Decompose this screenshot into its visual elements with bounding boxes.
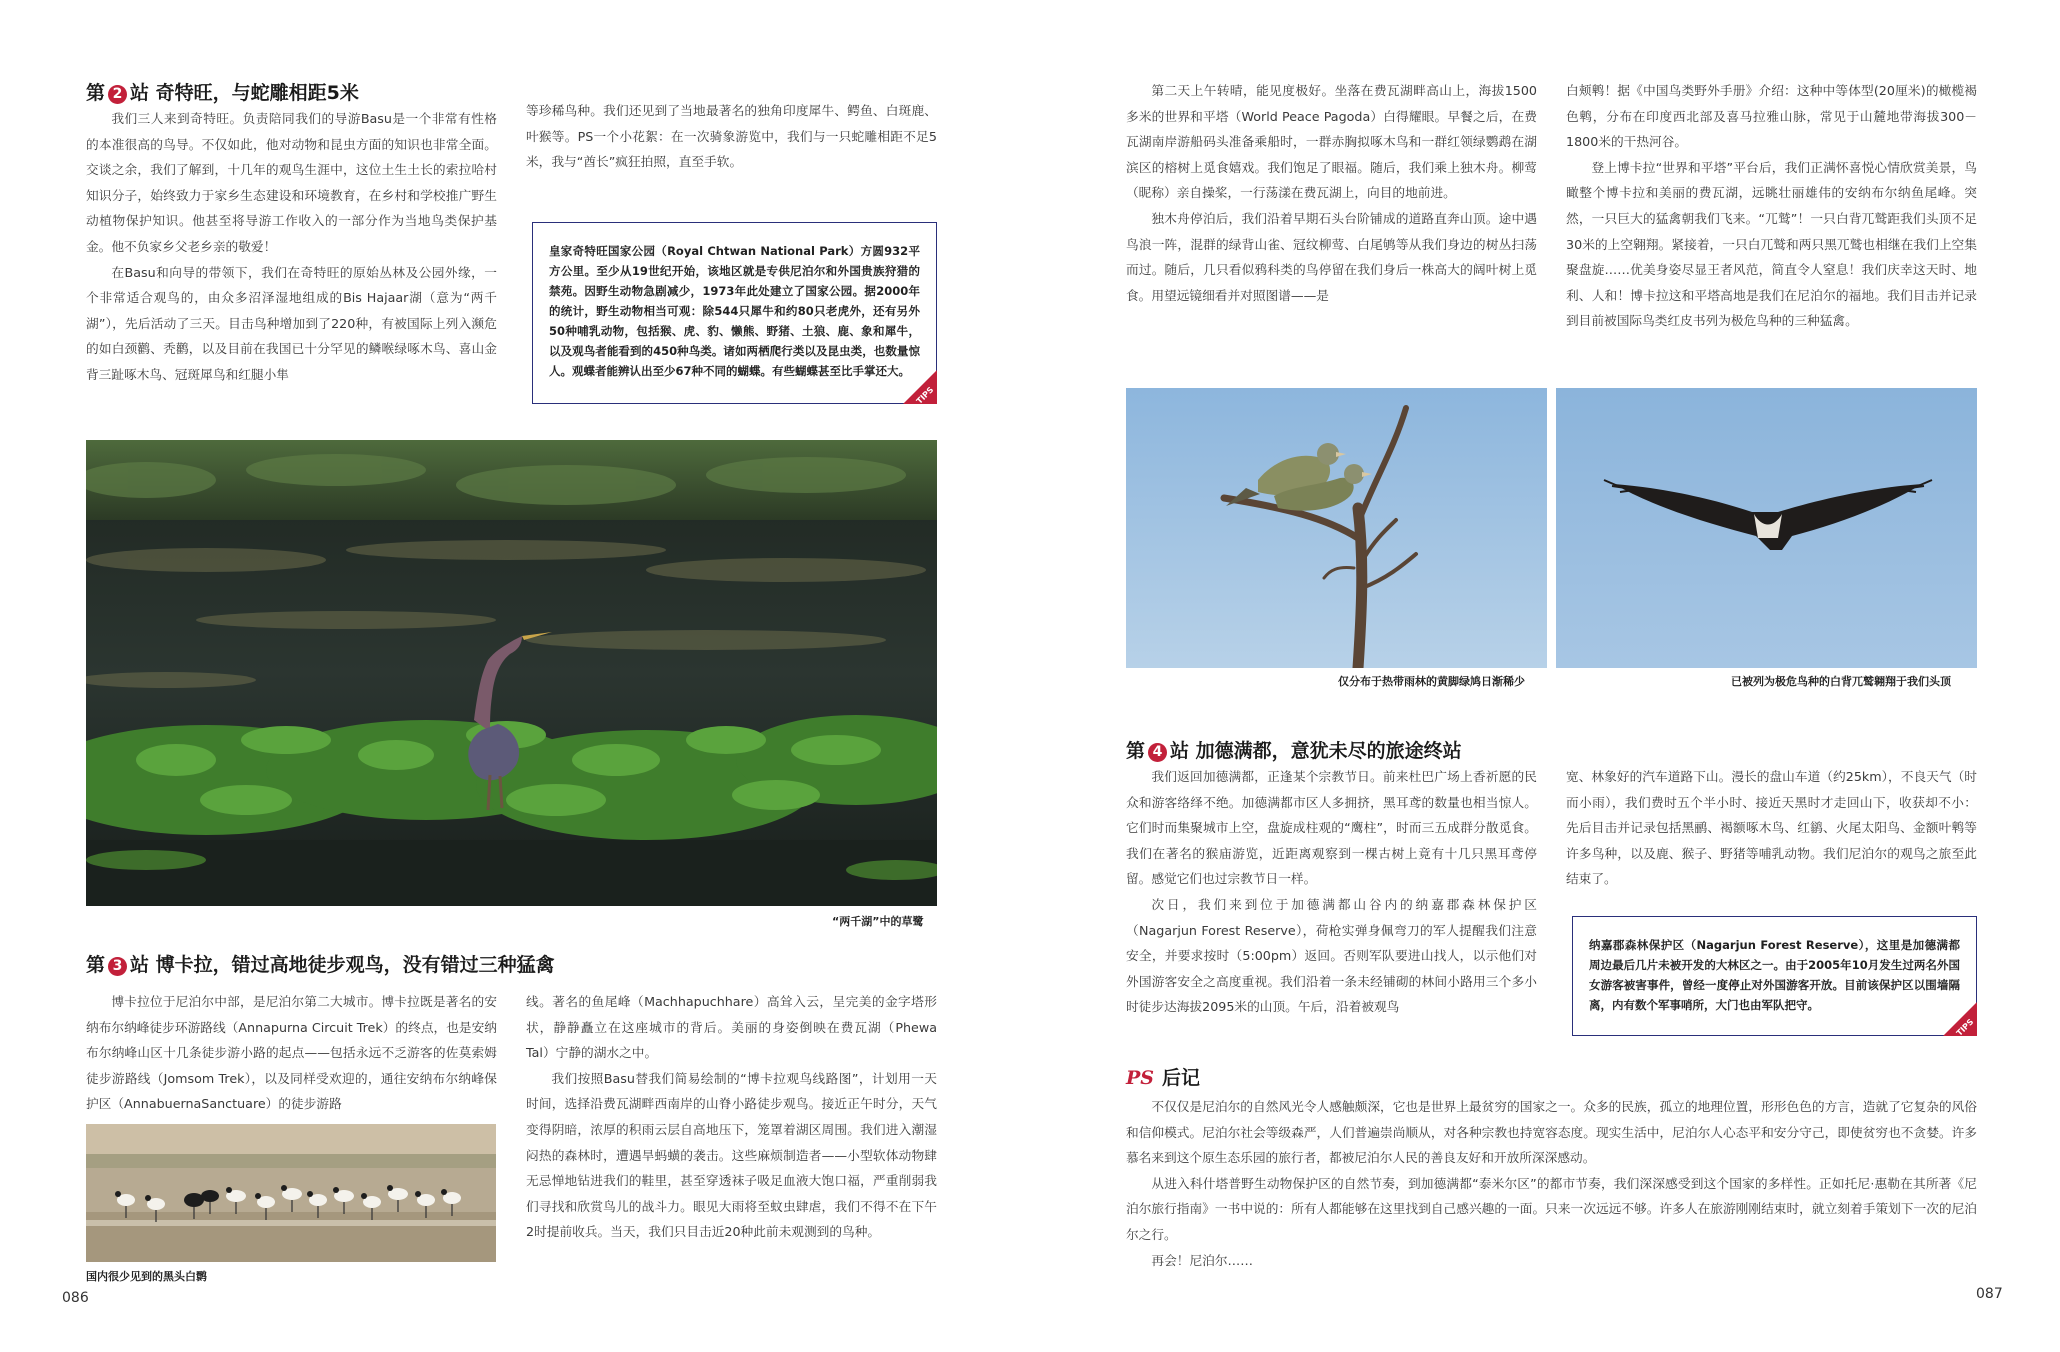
- right-top-col2: [1566, 78, 1977, 334]
- paragraph: 我们三人来到奇特旺。负责陪同我们的导游Basu是一个非常有性格的本准很高的鸟导。不仅如此，他对动物和昆虫方面的知识也非常全面。交谈之余，我们了解到，十几年的观鸟生涯中，这位土生土长的索拉哈村知识分子，始终致力于家乡生态建设和环境教育，在乡村和学校推广野生动植物保护知识。他甚至将导游工作收入的一部分作为当地鸟类保护基金。他不负家乡父老乡亲的敬爱！: [86, 111, 497, 254]
- photo-caption-heron: “两千湖”中的草鹭: [832, 915, 924, 928]
- paragraph: 第二天上午转晴，能见度极好。坐落在费瓦湖畔高山上，海拔1500多米的世界和平塔（World Peace Pagoda）白得耀眼。早餐之后，在费瓦湖南岸游船码头准备乘船时，一群赤胸拟啄木鸟和一群红领绿鹦鹉在湖滨区的榕树上觅食嬉戏。我们饱足了眼福。随后，我们乘上独木舟。柳莺（昵称）亲自操桨，一行荡漾在费瓦湖上，向目的地前进。: [1126, 83, 1537, 201]
- station-number-badge: 3: [108, 957, 127, 976]
- ps-heading: [1126, 1065, 1200, 1091]
- paragraph: 次日，我们来到位于加德满都山谷内的纳嘉郡森林保护区（Nagarjun Forest Reserve），荷枪实弹身佩弯刀的军人提醒我们注意安全，并要求按时（5:00pm）返回。否则军队要进山找人，以示他们对外国游客安全之高度重视。我们沿着一条未经铺砌的林间小路用三个多小时徒步达海拔2095米的山顶。午后，沿着被观鸟: [1126, 896, 1537, 1015]
- ps-mark: PS: [1126, 1067, 1155, 1089]
- paragraph: 从进入科什塔普野生动物保护区的自然节奏，到加德满都“泰米尔区”的都市节奏，我们深深感受到这个国家的多样性。正如托尼·惠勒在其所著《尼泊尔旅行指南》一书中说的：所有人都能够在这里找到自己感兴趣的一面。只来一次远远不够。许多人在旅游刚刚结束时，就立刻着手策划下一次的尼泊尔之行。: [1126, 1175, 1977, 1242]
- section4-col2: [1566, 764, 1977, 892]
- photo-black-headed-ibis: [86, 1124, 496, 1262]
- paragraph: 独木舟停泊后，我们沿着早期石头台阶铺成的道路直奔山顶。途中遇鸟浪一阵，混群的绿背山雀、冠纹柳莺、白尾鸲等从我们身边的树丛扫荡而过。随后，几只看似鸦科类的鸟停留在我们身后一株高大的阔叶树上觅食。用望远镜细看并对照图谱——是: [1126, 210, 1537, 303]
- section4-heading: [1126, 738, 1462, 764]
- heading-prefix: 第: [86, 954, 106, 976]
- section2-col2: [526, 98, 937, 175]
- paragraph: 再会！尼泊尔……: [1151, 1252, 1253, 1268]
- heading-title: 后记: [1162, 1067, 1201, 1089]
- photo-caption-ibis: 国内很少见到的黑头白鹮: [86, 1270, 207, 1283]
- heading-title: 站 奇特旺，与蛇雕相距5米: [130, 82, 359, 104]
- page-number-right: 087: [1976, 1286, 2003, 1302]
- tips-box-nagarjun: [1572, 916, 1977, 1036]
- photo-caption-vulture: 已被列为极危鸟种的白背兀鹫翱翔于我们头顶: [1731, 675, 1951, 688]
- section2-col1: [86, 106, 497, 388]
- heading-title: 站 博卡拉，错过高地徒步观鸟，没有错过三种猛禽: [130, 954, 555, 976]
- photo-caption-pigeon: 仅分布于热带雨林的黄脚绿鸠日渐稀少: [1338, 675, 1525, 688]
- paragraph: 白颊鹎！据《中国鸟类野外手册》介绍：这种中等体型(20厘米)的橄榄褐色鹎，分布在印度西北部及喜马拉雅山脉，常见于山麓地带海拔300－1800米的干热河谷。: [1566, 83, 1977, 150]
- photo-white-backed-vulture: [1556, 388, 1977, 668]
- heading-title: 站 加德满都，意犹未尽的旅途终站: [1170, 740, 1462, 762]
- paragraph: 宽、林象好的汽车道路下山。漫长的盘山车道（约25km），不良天气（时而小雨），我们费时五个半小时、接近天黑时才走回山下，收获却不小：先后目击并记录包括黑鹂、褐额啄木鸟、红鹟、火尾太阳鸟、金额叶鹎等许多鸟种，以及鹿、猴子、野猪等哺乳动物。我们尼泊尔的观鸟之旅至此结束了。: [1566, 769, 1977, 887]
- tips-label: TIPS: [914, 385, 936, 406]
- station-number-badge: 4: [1148, 743, 1167, 762]
- pigeon-photo-image: [1126, 388, 1547, 668]
- tips-text: 纳嘉郡森林保护区（Nagarjun Forest Reserve），这里是加德满都周边最后几片未被开发的大林区之一。由于2005年10月发生过两名外国女游客被害事件，曾经一度停止对外国游客开放。目前该保护区以围墙隔离，内有数个军事哨所，大门也由军队把守。: [1589, 938, 1960, 1012]
- vulture-photo-image: [1556, 388, 1977, 668]
- section3-col2: [526, 989, 937, 1245]
- section2-heading: [86, 80, 359, 106]
- heron-photo-image: [86, 440, 937, 906]
- paragraph: 登上博卡拉“世界和平塔”平台后，我们正满怀喜悦心情欣赏美景，鸟瞰整个博卡拉和美丽的费瓦湖，远眺壮丽雄伟的安纳布尔纳鱼尾峰。突然，一只巨大的猛禽朝我们飞来。“兀鹫”！一只白背兀鹫距我们头顶不足30米的上空翱翔。紧接着，一只白兀鹫和两只黑兀鹫也相继在我们上空集聚盘旋……优美身姿尽显王者风范，简直令人窒息！我们庆幸这天时、地利、人和！博卡拉这和平塔高地是我们在尼泊尔的福地。我们目击并记录到目前被国际鸟类红皮书列为极危鸟种的三种猛禽。: [1566, 159, 1977, 329]
- ps-body: [1126, 1094, 1977, 1273]
- paragraph: 我们返回加德满都，正逢某个宗教节日。前来杜巴广场上香祈愿的民众和游客络绎不绝。加德满都市区人多拥挤，黑耳鸢的数量也相当惊人。它们时而集聚城市上空，盘旋成柱观的“鹰柱”，时而三五成群分散觅食。我们在著名的猴庙游览，近距离观察到一棵古树上竟有十几只黑耳鸢停留。感觉它们也过宗教节日一样。: [1126, 769, 1537, 887]
- section3-col1: [86, 989, 497, 1117]
- ibis-photo-image: [86, 1124, 496, 1262]
- paragraph: 不仅仅是尼泊尔的自然风光令人感触颇深，它也是世界上最贫穷的国家之一。众多的民族，孤立的地理位置，形形色色的方言，造就了它复杂的风俗和信仰模式。尼泊尔社会等级森严，人们普遍崇尚顺从，对各种宗教也持宽容态度。现实生活中，尼泊尔人心态平和安分守己，即使贫穷也不贪婪。许多慕名来到这个原生态乐园的旅行者，都被尼泊尔人民的善良友好和开放所深深感动。: [1126, 1099, 1977, 1166]
- tips-text: 皇家奇特旺国家公园（Royal Chtwan National Park）方圆932平方公里。至少从19世纪开始，该地区就是专供尼泊尔和外国贵族狩猎的禁苑。因野生动物急剧减少，1973年此处建立了国家公园。据2000年的统计，野生动物相当可观：除544只犀牛和约80只老虎外，还有另外50种哺乳动物，包括猴、虎、豹、懒熊、野猪、土狼、鹿、象和犀牛，以及观鸟者能看到的450种鸟类。诸如两栖爬行类以及昆虫类，也数量惊人。观蝶者能辨认出至少67种不同的蝴蝶。有些蝴蝶甚至比手掌还大。: [549, 244, 920, 378]
- right-top-col1: [1126, 78, 1537, 308]
- paragraph: 等珍稀鸟种。我们还见到了当地最著名的独角印度犀牛、鳄鱼、白斑鹿、叶猴等。PS一个小花絮：在一次骑象游览中，我们与一只蛇雕相距不足5米，我与“酋长”疯狂拍照，直至手软。: [526, 103, 937, 170]
- station-number-badge: 2: [108, 85, 127, 104]
- tips-box-chitwan: [532, 222, 937, 404]
- section4-col1: [1126, 764, 1537, 1020]
- paragraph: 线。著名的鱼尾峰（Machhapuchhare）高耸入云，呈完美的金字塔形状，静静矗立在这座城市的背后。美丽的身姿倒映在费瓦湖（Phewa Tal）宁静的湖水之中。: [526, 994, 937, 1061]
- heading-prefix: 第: [1126, 740, 1146, 762]
- paragraph: 我们按照Basu替我们简易绘制的“博卡拉观鸟线路图”，计划用一天时间，选择沿费瓦湖畔西南岸的山脊小路徒步观鸟。接近正午时分，天气变得阴暗，浓厚的积雨云层自高地压下，笼罩着湖区周围。我们进入潮湿闷热的森林时，遭遇旱蚂蟥的袭击。这些麻烦制造者——小型软体动物肆无忌惮地钻进我们的鞋里，甚至穿透袜子吸足血液大饱口福，严重削弱我们寻找和欣赏鸟儿的战斗力。眼见大雨将至蚊虫肆虐，我们不得不在下午2时提前收兵。当天，我们只目击近20种此前未观测到的鸟种。: [526, 1070, 937, 1240]
- page-number-left: 086: [62, 1290, 89, 1306]
- tips-label: TIPS: [1954, 1017, 1976, 1038]
- section3-heading: [86, 952, 555, 978]
- paragraph: 博卡拉位于尼泊尔中部，是尼泊尔第二大城市。博卡拉既是著名的安纳布尔纳峰徒步环游路线（Annapurna Circuit Trek）的终点，也是安纳布尔纳峰山区十几条徒步游小路的起点——包括永远不乏游客的佐莫索姆徒步游路线（Jomsom Trek），以及同样受欢迎的，通往安纳布尔纳峰保护区（AnnabuernaSanctuare）的徒步游路: [86, 994, 497, 1112]
- paragraph: 在Basu和向导的带领下，我们在奇特旺的原始丛林及公园外缘，一个非常适合观鸟的，由众多沼泽湿地组成的Bis Hajaar湖（意为“两千湖”），先后活动了三天。目击鸟种增加到了220种，有被国际上列入濒危的如白颈鹳、秃鹳，以及目前在我国已十分罕见的鳞喉绿啄木鸟、喜山金背三趾啄木鸟、冠斑犀鸟和红腿小隼: [86, 264, 497, 382]
- photo-yellow-footed-green-pigeon: [1126, 388, 1547, 668]
- heading-prefix: 第: [86, 82, 106, 104]
- photo-purple-heron: [86, 440, 937, 906]
